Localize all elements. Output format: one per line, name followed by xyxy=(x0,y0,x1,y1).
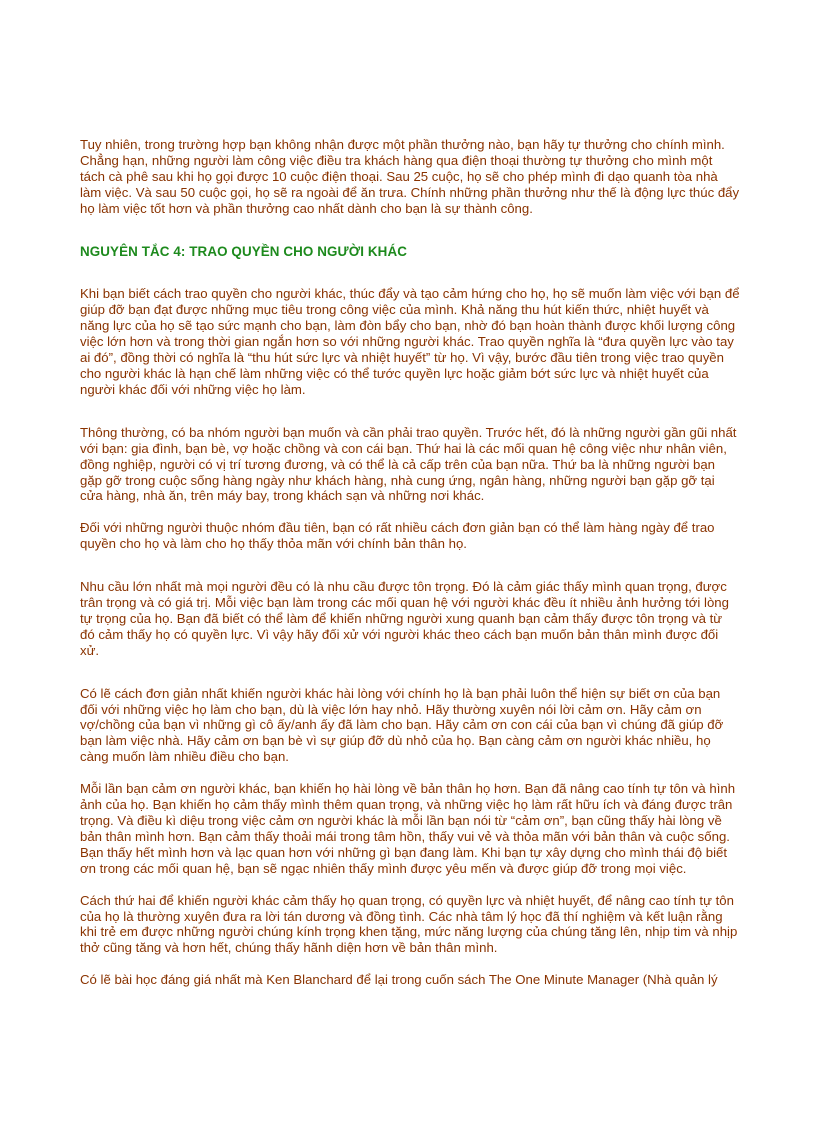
paragraph-three-groups: Thông thường, có ba nhóm người bạn muốn và cần phải trao quyền. Trước hết, đó là những người gần gũi nhất với bạn: gia đình, bạn bè, vợ hoặc chồng và con cái bạn. Thứ hai là các mối quan hệ công việc như nhân viên, đồng nghiệp, người có vị trí tương đương, và có thể là cả cấp trên của bạn nữa. Thứ ba là những người bạn gặp gỡ trong cuộc sống hàng ngày như khách hàng, nhà cung ứng, ngân hàng, những người bạn gặp gỡ tại cửa hàng, nhà ăn, trên máy bay, trong khách sạn và những nơi khác. xyxy=(80,424,737,504)
paragraph-thanking: Mỗi lần bạn cảm ơn người khác, bạn khiến họ hài lòng về bản thân họ hơn. Bạn đã nâng cao tính tự tôn và hình ảnh của họ. Bạn khiến họ cảm thấy mình thêm quan trọng, và những việc họ làm rất hữu ích và đáng được trân trọng. Và điều kì diệu trong việc cảm ơn người khác là mỗi lần bạn nói từ “cảm ơn”, bạn cũng thấy hài lòng về bản thân mình hơn. Bạn cảm thấy thoải mái trong tâm hồn, thấy vui vẻ và thỏa mãn với bản thân và cuộc sống. Bạn thấy hết mình hơn và lạc quan hơn với những gì bạn đang làm. Khi bạn tự xây dựng cho mình thái độ biết ơn trong các mối quan hệ, bạn sẽ ngạc nhiên thấy mình được yêu mến và được giúp đỡ trong mọi việc. xyxy=(80,781,736,876)
paragraph-blanchard: Có lẽ bài học đáng giá nhất mà Ken Blanchard để lại trong cuốn sách The One Minute Manager (Nhà quản lý xyxy=(80,972,718,988)
section-heading: NGUYÊN TẮC 4: TRAO QUYỀN CHO NGƯỜI KHÁC xyxy=(80,243,407,259)
paragraph-first-group: Đối với những người thuộc nhóm đầu tiên, bạn có rất nhiều cách đơn giản bạn có thể làm hàng ngày để trao quyền cho họ và làm cho họ thấy thỏa mãn với chính bản thân họ. xyxy=(80,520,715,552)
paragraph-gratitude: Có lẽ cách đơn giản nhất khiến người khác hài lòng với chính họ là bạn phải luôn thể hiện sự biết ơn của bạn đối với những việc họ làm cho bạn, dù là việc lớn hay nhỏ. Hãy thường xuyên nói lời cảm ơn. Hãy cảm ơn vợ/chồng của bạn vì những gì cô ấy/anh ấy đã làm cho bạn. Hãy cảm ơn con cái của bạn vì chúng đã giúp đỡ bạn làm việc nhà. Hãy cảm ơn bạn bè vì sự giúp đỡ dù nhỏ của họ. Bạn càng cảm ơn người khác nhiều, họ càng muốn làm nhiều điều cho bạn. xyxy=(80,685,724,765)
paragraph-praise: Cách thứ hai để khiến người khác cảm thấy họ quan trọng, có quyền lực và nhiệt huyết, để nâng cao tính tự tôn của họ là thường xuyên đưa ra lời tán dương và đồng tình. Các nhà tâm lý học đã thí nghiệm và kết luận rằng khi trẻ em được những người chúng kính trọng khen tặng, mức năng lượng của chúng tăng lên, nhịp tim và nhịp thở cũng tăng và hơn hết, chúng thấy hãnh diện hơn về bản thân mình. xyxy=(80,892,738,956)
paragraph-self-reward: Tuy nhiên, trong trường hợp bạn không nhận được một phần thưởng nào, bạn hãy tự thưởng cho chính mình. Chẳng hạn, những người làm công việc điều tra khách hàng qua điện thoại thường tự thưởng cho mình một tách cà phê sau khi họ gọi được 10 cuộc điện thoại. Sau 25 cuộc, họ sẽ cho phép mình đi dạo quanh tòa nhà làm việc. Và sau 50 cuộc gọi, họ sẽ ra ngoài để ăn trưa. Chính những phần thưởng như thế là động lực thúc đẩy họ làm việc tốt hơn và phần thưởng cao nhất dành cho bạn là sự thành công. xyxy=(80,137,740,216)
paragraph-respect: Nhu cầu lớn nhất mà mọi người đều có là nhu cầu được tôn trọng. Đó là cảm giác thấy mình quan trọng, được trân trọng và có giá trị. Mỗi việc bạn làm trong các mối quan hệ với người khác đều ít nhiều ảnh hưởng tới lòng tự trọng của họ. Bạn đã biết có thể làm để khiến những người xung quanh bạn cảm thấy được tôn trọng và từ đó cảm thấy họ có quyền lực. Vì vậy hãy đối xử với người khác theo cách bạn muốn bản thân mình được đối xử. xyxy=(80,579,729,658)
document-page xyxy=(80,137,740,988)
paragraph-empowerment: Khi bạn biết cách trao quyền cho người khác, thúc đẩy và tạo cảm hứng cho họ, họ sẽ muốn làm việc với bạn để giúp đỡ bạn đạt được những mục tiêu trong công việc của mình. Khả năng thu hút kiến thức, nhiệt huyết và năng lực của họ sẽ tạo sức mạnh cho bạn, làm đòn bẩy cho bạn, nhờ đó bạn hoàn thành được khối lượng công việc lớn hơn và trong thời gian ngắn hơn so với những người khác. Trao quyền nghĩa là “đưa quyền lực vào tay ai đó”, đồng thời có nghĩa là “thu hút sức lực và nhiệt huyết” từ họ. Vì vậy, bước đầu tiên trong việc trao quyền cho người khác là hạn chế làm những việc có thể tước quyền lực hoặc giảm bớt sức lực và nhiệt huyết của người khác đối với những việc họ làm. xyxy=(80,286,740,397)
